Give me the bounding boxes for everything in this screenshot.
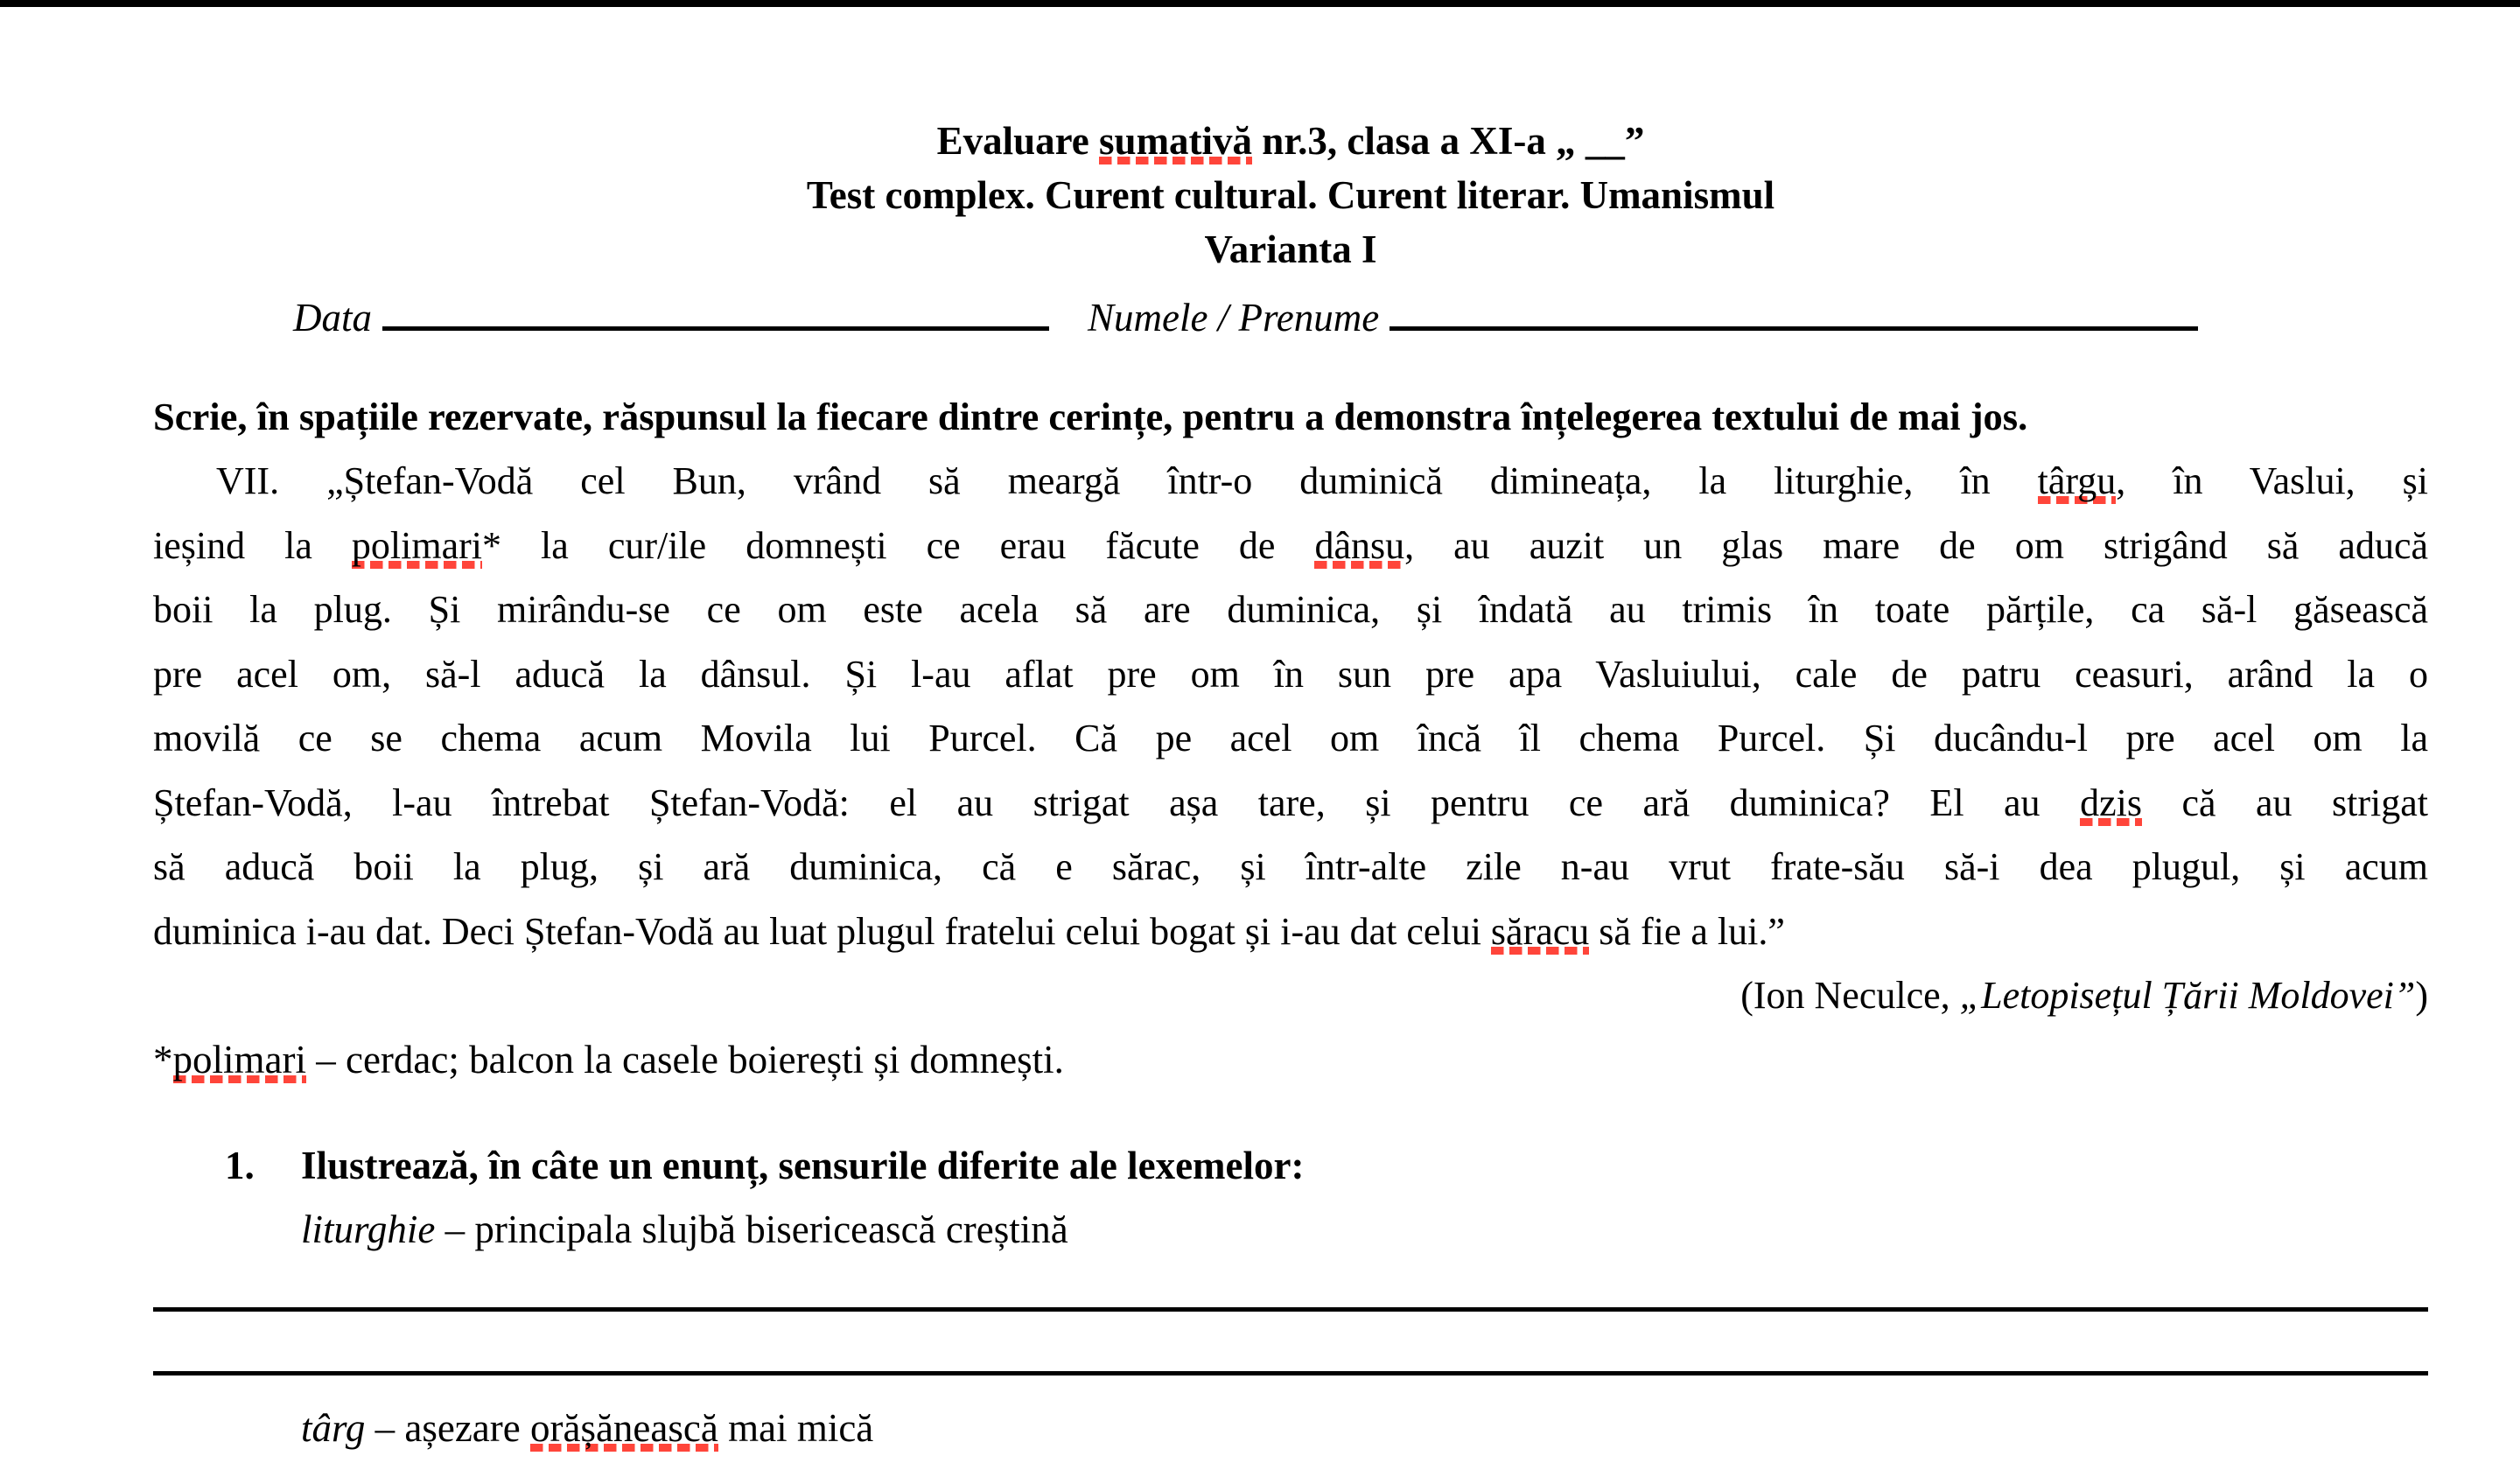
answer-line-1[interactable] [153,1307,2428,1312]
text-segment: nr.3, clasa a XI-a „ __” [1252,119,1645,163]
text-segment: că au strigat [2141,780,2428,824]
text-segment: Ștefan-Vodă, l-au întrebat Ștefan-Vodă: el au strigat așa tare, și pentru ce ară duminica? El au [153,780,2081,824]
source-text [153,449,2428,1092]
misspelled-word: sumativă [1099,119,1253,163]
misspelled-word: polimari [351,523,483,567]
text-segment: târg [301,1406,366,1450]
paragraph-line [153,578,2428,642]
text-segment: Varianta I [1204,228,1377,271]
question-prompt [301,1134,1304,1198]
name-blank-field[interactable] [1390,304,2198,331]
title-line-3 [153,222,2428,276]
document-page [0,114,2520,1460]
paragraph-line [153,706,2428,771]
paragraph-line [153,449,2428,514]
misspelled-word: orășănească [529,1406,718,1450]
paragraph-line [153,900,2428,964]
task-instruction [153,385,2428,449]
paragraph-line [153,835,2428,900]
text-segment: Ilustrează, în câte un enunț, sensurile diferite ale lexemelor: [301,1144,1305,1187]
text-segment: Evaluare [936,119,1100,163]
text-segment: Test complex. Curent cultural. Curent literar. Umanismul [806,173,1775,217]
question-1 [153,1134,2428,1198]
text-segment: să fie a lui.” [1589,909,1785,953]
text-segment: VII. „Ștefan-Vodă cel Bun, vrând să meargă într-o duminică dimineața, la liturghie, în [216,459,2038,502]
answer-line-2[interactable] [153,1371,2428,1376]
text-segment: pre acel om, să-l aducă la dânsul. Și l-au aflat pre om în sun pre apa Vasluiului, cale de patru ceasuri, arând la o [153,652,2428,696]
misspelled-word: polimari [172,1037,306,1082]
text-segment: „Letopisețul Țării Moldovei” [1959,974,2416,1017]
text-segment: boii la plug. Și mirându-se ce om este acela să are duminica, și îndată au trimis în toate părțile, ca să-l găsească [153,588,2428,631]
text-segment: liturghie [301,1208,436,1251]
text-segment: – așezare [365,1406,530,1450]
date-blank-field[interactable] [382,304,1049,331]
misspelled-word: târgu [2037,459,2117,502]
window-top-bar [0,0,2520,7]
meta-row [153,292,2428,343]
text-segment: * la cur/ile domnești ce erau făcute de [482,523,1315,567]
misspelled-word: săracu [1490,909,1590,953]
misspelled-word: dânsu [1314,523,1405,567]
text-segment: – principala slujbă bisericească creștină [435,1208,1068,1251]
text-segment: , au auzit un glas mare de om strigând să aducă [1404,523,2428,567]
text-segment: duminica i-au dat. Deci Ștefan-Vodă au luat plugul fratelui celui bogat și i-au dat celui [153,909,1491,953]
text-segment: (Ion Neculce, [1740,974,1960,1017]
footnote [153,1028,2428,1093]
title-line-1 [153,114,2428,168]
date-label: Data [293,296,372,340]
document-header [153,114,2428,276]
name-label: Numele / Prenume [1088,296,1380,340]
title-line-2 [153,168,2428,222]
text-segment: movilă ce se chema acum Movila lui Purcel. Că pe acel om încă îl chema Purcel. Și ducându-l pre acel om la [153,717,2428,760]
text-segment: ) [2415,974,2428,1017]
text-segment: , în Vaslui, și [2116,459,2429,502]
lexeme-liturghie [153,1198,2428,1262]
source-attribution [153,963,2428,1028]
paragraph-line [153,642,2428,707]
text-segment: – cerdac; balcon la casele boierești și domnești. [305,1037,1064,1082]
text-segment: * [153,1037,173,1082]
question-number: 1. [225,1144,255,1187]
misspelled-word: dzis [2080,780,2142,824]
text-segment: să aducă boii la plug, și ară duminica, că e sărac, și într-alte zile n-au vrut frate-său să-i dea plugul, și acum [153,845,2428,888]
text-segment: mai mică [718,1406,874,1450]
paragraph-line [153,771,2428,836]
text-segment: Scrie, în spațiile rezervate, răspunsul la fiecare dintre cerințe, pentru a demonstra înțelegerea textului de mai jos. [153,395,2028,438]
text-segment: ieșind la [153,523,352,567]
paragraph-line [153,514,2428,578]
lexeme-targ [153,1396,2428,1460]
